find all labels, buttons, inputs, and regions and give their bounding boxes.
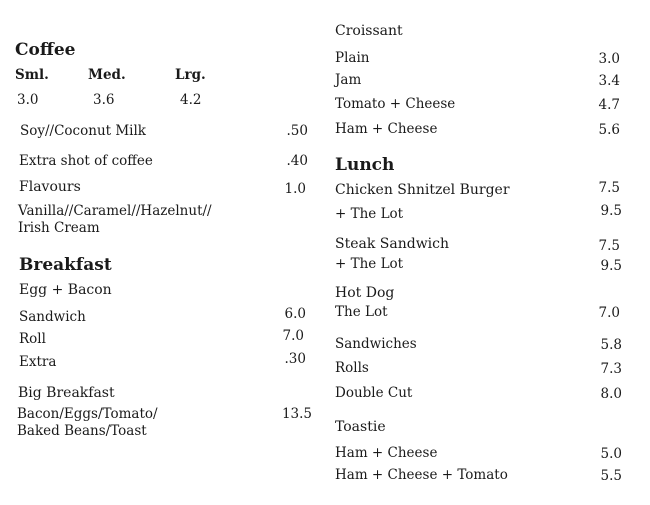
extra-shot-name: Extra shot of coffee	[19, 153, 153, 169]
egg-bacon-roll-name: Roll	[19, 331, 46, 347]
big-breakfast-price: 13.5	[281, 406, 312, 422]
croissant-jam-name: Jam	[335, 72, 362, 88]
double-cut-name: Double Cut	[335, 385, 413, 401]
croissant-ham-cheese-price: 5.6	[598, 122, 620, 138]
steak-sandwich-price: 7.5	[598, 238, 620, 254]
toastie-ham-cheese-name: Ham + Cheese	[335, 445, 438, 461]
rolls-price: 7.3	[600, 361, 622, 377]
coffee-heading: Coffee	[15, 40, 76, 60]
croissant-ham-cheese-name: Ham + Cheese	[335, 121, 438, 137]
egg-bacon-extra-price: .30	[284, 351, 306, 367]
big-breakfast-desc-line1: Bacon/Eggs/Tomato/	[17, 406, 158, 422]
steak-sandwich-lot-price: 9.5	[600, 258, 622, 274]
croissant-plain-name: Plain	[335, 50, 370, 66]
egg-bacon-roll-price: 7.0	[282, 328, 304, 344]
hot-dog-lot-name: The Lot	[335, 304, 388, 320]
croissant-plain-price: 3.0	[598, 51, 620, 67]
hot-dog-heading: Hot Dog	[335, 285, 395, 301]
size-small-price: 3.0	[17, 92, 39, 108]
soy-milk-price: .50	[286, 123, 308, 139]
size-medium-price: 3.6	[93, 92, 115, 108]
extra-shot-price: .40	[286, 153, 308, 169]
toastie-ham-cheese-tomato-name: Ham + Cheese + Tomato	[335, 467, 508, 483]
steak-sandwich-lot-name: + The Lot	[335, 256, 404, 272]
flavours-name: Flavours	[19, 179, 81, 195]
toastie-heading: Toastie	[335, 419, 386, 435]
rolls-name: Rolls	[335, 360, 369, 376]
croissant-tomato-cheese-price: 4.7	[598, 97, 620, 113]
size-large-label: Lrg.	[175, 67, 206, 83]
chicken-burger-name: Chicken Shnitzel Burger	[335, 182, 510, 198]
egg-bacon-heading: Egg + Bacon	[19, 282, 112, 298]
egg-bacon-sandwich-name: Sandwich	[19, 309, 86, 325]
size-large-price: 4.2	[180, 92, 202, 108]
flavours-desc-line2: Irish Cream	[18, 220, 100, 236]
chicken-burger-lot-price: 9.5	[600, 203, 622, 219]
flavours-desc-line1: Vanilla//Caramel//Hazelnut//	[18, 203, 212, 219]
sandwiches-price: 5.8	[600, 337, 622, 353]
hot-dog-lot-price: 7.0	[598, 305, 620, 321]
chicken-burger-price: 7.5	[598, 180, 620, 196]
lunch-heading: Lunch	[335, 155, 395, 175]
big-breakfast-desc-line2: Baked Beans/Toast	[17, 423, 147, 439]
size-medium-label: Med.	[88, 67, 126, 83]
flavours-price: 1.0	[284, 181, 306, 197]
croissant-heading: Croissant	[335, 23, 403, 39]
sandwiches-name: Sandwiches	[335, 336, 417, 352]
size-small-label: Sml.	[15, 67, 49, 83]
croissant-tomato-cheese-name: Tomato + Cheese	[335, 96, 456, 112]
toastie-ham-cheese-price: 5.0	[600, 446, 622, 462]
big-breakfast-heading: Big Breakfast	[18, 385, 115, 401]
double-cut-price: 8.0	[600, 386, 622, 402]
toastie-ham-cheese-tomato-price: 5.5	[600, 468, 622, 484]
chicken-burger-lot-name: + The Lot	[335, 206, 404, 222]
egg-bacon-sandwich-price: 6.0	[284, 306, 306, 322]
breakfast-heading: Breakfast	[19, 255, 112, 275]
soy-milk-name: Soy//Coconut Milk	[20, 123, 146, 139]
egg-bacon-extra-name: Extra	[19, 354, 57, 370]
steak-sandwich-name: Steak Sandwich	[335, 236, 450, 252]
croissant-jam-price: 3.4	[598, 73, 620, 89]
